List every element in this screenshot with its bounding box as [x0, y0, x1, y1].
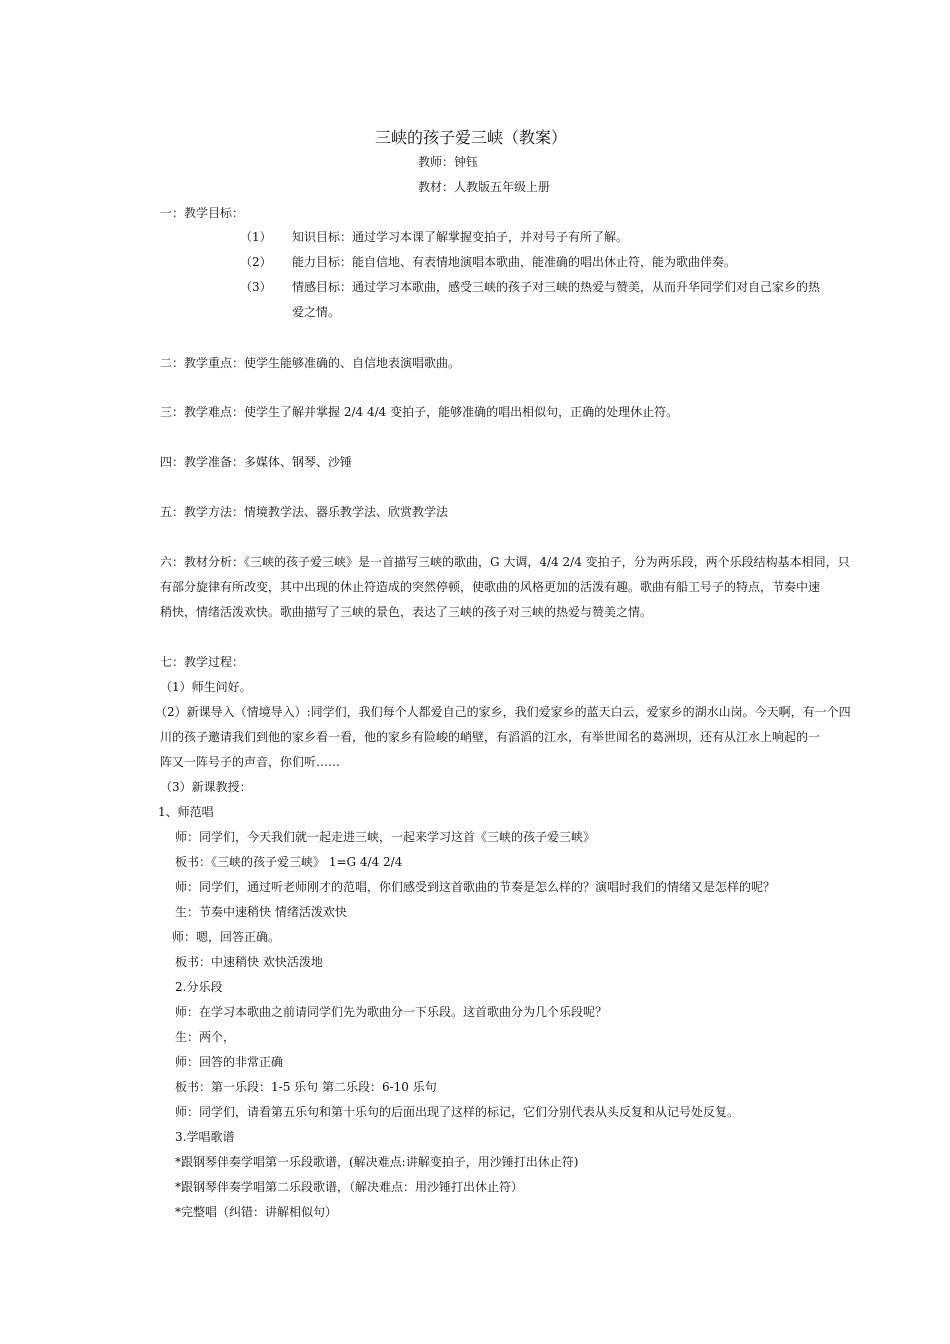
process-step-2-line: 川的孩子邀请我们到他的家乡看一看，他的家乡有险峻的峭壁，有滔滔的江水，有举世闻名的葛洲坝，还有从江水上响起的一 — [160, 730, 821, 744]
lesson-line: 师：回答的非常正确 — [175, 1055, 284, 1069]
lesson-line: 师：同学们，通过听老师刚才的范唱，你们感受到这首歌曲的节奏是怎么样的？演唱时我们的情绪又是怎样的呢？ — [175, 880, 776, 894]
goal-text: 知识目标：通过学习本课了解掌握变拍子，并对号子有所了解。 — [292, 230, 629, 244]
lesson-line: 师：同学们，请看第五乐句和第十乐句的后面出现了这样的标记，它们分别代表从头反复和从记号处反复。 — [175, 1105, 740, 1119]
analysis-line: 有部分旋律有所改变，其中出现的休止符造成的突然停顿，使歌曲的风格更加的活泼有趣。歌曲有船工号子的特点，节奏中速 — [160, 580, 821, 594]
lesson-line: 3.学唱歌谱 — [175, 1130, 235, 1144]
section-preparation: 四：教学准备：多媒体、钢琴、沙锤 — [160, 455, 353, 469]
process-step-3: （3）新课教授： — [160, 780, 252, 794]
section-key-points: 二：教学重点：使学生能够准确的、自信地表演唱歌曲。 — [160, 356, 461, 370]
goal-text: 情感目标：通过学习本歌曲，感受三峡的孩子对三峡的热爱与赞美，从而升华同学们对自己家乡的热 — [292, 280, 821, 294]
page-title: 三峡的孩子爱三峡（教案） — [375, 128, 568, 147]
lesson-line: 生：节奏中速稍快 情绪活泼欢快 — [175, 905, 347, 919]
lesson-line: 生：两个， — [175, 1030, 236, 1044]
goal-text: 能力目标：能自信地、有表情地演唱本歌曲，能准确的唱出休止符，能为歌曲伴奏。 — [292, 255, 737, 269]
lesson-line: 师：嗯，回答正确。 — [172, 930, 281, 944]
goal-text-continued: 爱之情。 — [292, 305, 341, 319]
lesson-line: 板书：《三峡的孩子爱三峡》 1=G 4/4 2/4 — [175, 855, 403, 869]
lesson-line: *跟钢琴伴奏学唱第一乐段歌谱，(解决难点:讲解变拍子，用沙锤打出休止符) — [175, 1155, 579, 1169]
textbook-line: 教材：人教版五年级上册 — [418, 180, 551, 194]
lesson-line: *完整唱（纠错：讲解相似句） — [175, 1205, 338, 1219]
process-step-2-line: （2）新课导入（情境导入）:同学们，我们每个人都爱自己的家乡，我们爱家乡的蓝天白云，爱家乡的湖水山岗。今天啊，有一个四 — [155, 705, 851, 719]
analysis-line: 稍快，情绪活泼欢快。歌曲描写了三峡的景色，表达了三峡的孩子对三峡的热爱与赞美之情。 — [160, 605, 653, 619]
lesson-line: 1、师范唱 — [158, 805, 214, 819]
section-process-heading: 七：教学过程： — [160, 655, 245, 669]
goal-number: （2） — [240, 255, 272, 269]
process-step-1: （1）师生问好。 — [160, 680, 252, 694]
lesson-line: 2.分乐段 — [175, 980, 223, 994]
analysis-line: 六：教材分析：《三峡的孩子爱三峡》是一首描写三峡的歌曲，G 大调，4/4 2/4 变拍子，分为两乐段，两个乐段结构基本相同，只 — [160, 555, 850, 569]
goal-number: （1） — [240, 230, 272, 244]
lesson-line: 板书：中速稍快 欢快活泼地 — [175, 955, 323, 969]
section-goals-heading: 一：教学目标： — [160, 206, 245, 220]
lesson-line: 师：同学们，今天我们就一起走进三峡，一起来学习这首《三峡的孩子爱三峡》 — [175, 830, 596, 844]
lesson-line: 师：在学习本歌曲之前请同学们先为歌曲分一下乐段。这首歌曲分为几个乐段呢？ — [175, 1005, 608, 1019]
section-methods: 五：教学方法：情境教学法、器乐教学法、欣赏教学法 — [160, 505, 449, 519]
lesson-line: *跟钢琴伴奏学唱第二乐段歌谱，（解决难点：用沙锤打出休止符） — [175, 1180, 524, 1194]
lesson-line: 板书：第一乐段：1-5 乐句 第二乐段：6-10 乐句 — [175, 1080, 437, 1094]
goal-number: （3） — [240, 280, 272, 294]
process-step-2-line: 阵又一阵号子的声音，你们听…… — [160, 755, 341, 769]
section-difficulties: 三：教学难点：使学生了解并掌握 2/4 4/4 变拍子，能够准确的唱出相似句，正确的处理休止符。 — [160, 405, 679, 419]
teacher-line: 教师：钟钰 — [418, 155, 479, 169]
